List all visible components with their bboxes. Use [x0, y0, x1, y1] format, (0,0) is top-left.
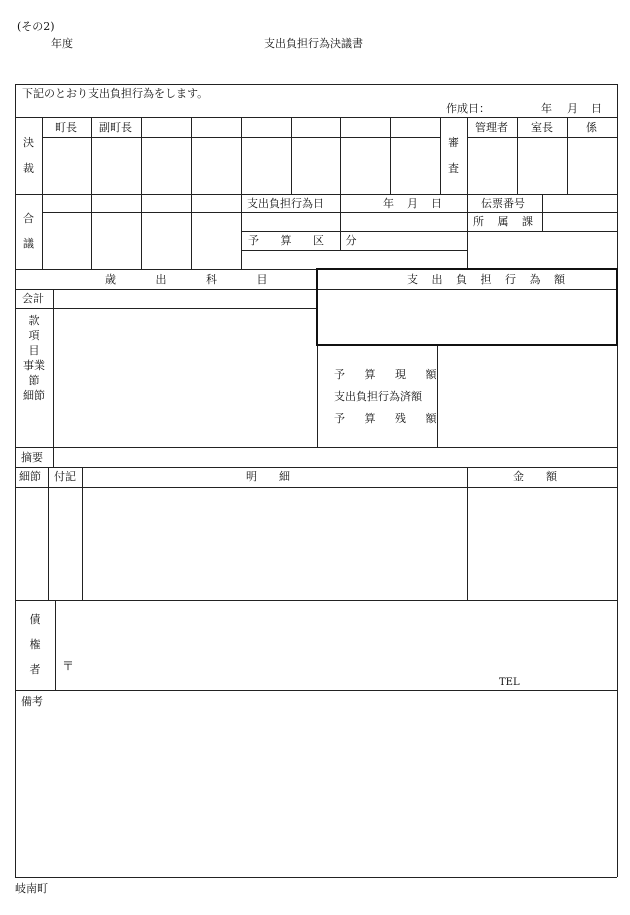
town-name: 岐南町 — [15, 882, 48, 895]
consultation-label: 合 議 — [23, 212, 34, 250]
commitment-date-day: 日 — [431, 197, 442, 210]
annotation-header: 付記 — [54, 470, 76, 483]
budget-remaining-label: 予 算 残 額 — [334, 412, 445, 425]
slip-number-label: 伝票番号 — [481, 197, 525, 210]
committed-amount-label: 支出負担行為済額 — [334, 390, 422, 403]
budget-class-label: 予 算 区 分 — [248, 234, 366, 247]
staff-label: 係 — [586, 121, 597, 134]
created-day: 日 — [591, 102, 602, 115]
year-label: 年度 — [51, 37, 73, 50]
tel-label: TEL — [499, 677, 520, 688]
budget-current-label: 予 算 現 額 — [334, 368, 445, 381]
document-title: 支出負担行為決議書 — [264, 37, 363, 50]
detail-header: 明 細 — [246, 470, 290, 483]
deputy-mayor-label: 副町長 — [99, 121, 132, 134]
section-chief-label: 室長 — [531, 121, 553, 134]
created-month: 月 — [567, 102, 578, 115]
decision-label: 決 裁 — [23, 136, 34, 175]
postal-mark: 〒 — [62, 659, 75, 673]
account-label: 会計 — [22, 292, 44, 305]
budget-item-labels: 款 項 目 事業 節 細節 — [23, 314, 45, 402]
manager-label: 管理者 — [475, 121, 508, 134]
commitment-date-label: 支出負担行為日 — [247, 197, 324, 210]
expense-subject-header: 歳 出 科 目 — [105, 273, 286, 286]
commitment-date-year: 年 — [383, 197, 394, 210]
mayor-label: 町長 — [55, 121, 77, 134]
created-date-label: 作成日： — [446, 102, 490, 115]
intro-text: 下記のとおり支出負担行為をします。 — [22, 87, 209, 100]
amount-header: 金 額 — [513, 470, 557, 483]
remarks-label: 備考 — [21, 695, 43, 708]
summary-label: 摘要 — [21, 451, 43, 464]
commitment-amount-header: 支 出 負 担 行 為 額 — [407, 273, 570, 286]
form-number: (その2) — [17, 20, 55, 33]
detail-subsection-header: 細節 — [19, 470, 41, 483]
commitment-date-month: 月 — [407, 197, 418, 210]
creditor-label: 債 権 者 — [29, 613, 41, 676]
department-label: 所 属 課 — [473, 215, 538, 228]
review-label: 審 査 — [448, 136, 459, 175]
created-year: 年 — [541, 102, 552, 115]
